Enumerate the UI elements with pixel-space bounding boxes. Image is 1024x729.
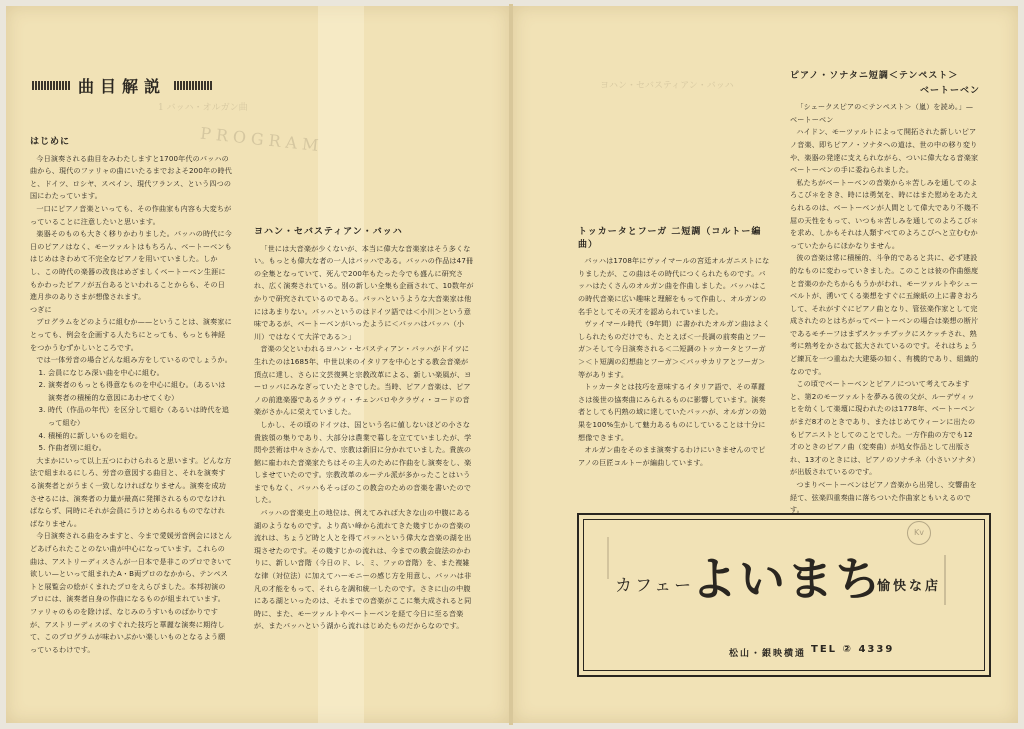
- bach-paragraph: しかし、その頃のドイツは、国という名に値しないほどの小さな貴族領の集りであり、大部分は農業で暮しを立てていましたが、学問や芸術は中々さかんで、宗教は新旧に分かれていました。貴族の館に雇われた音楽家たちはその主人のために作曲をし演奏をし、楽しませていたのです。宗教改革のルーテル派が多かったことはいうまでもなく、バッハもそっぽのこの教会のための音楽を書いたのでした。: [254, 419, 472, 505]
- cafe-prefix: カフェー: [615, 576, 695, 596]
- intro-paragraph: では一体労音の場合どんな組み方をしているのでしょうか。: [36, 355, 232, 365]
- bach-paragraph: バッハの音楽史上の地位は、例えてみれば大きな山の中腹にある湖のようなものです。より高い峰から流れてきた幾すじかの音楽の流れは、ちょうど時と人とを得てバッハという偉大な音楽の湖を出現させたのです。その幾すじかの流れは、今までの教会旋法のかわりに、新しい音階（今日のド、レ、ミ、ファの音階）を、また複雑な律（対位法）に加えてハーモニーの感じ方を用意し、バッハは非凡の才能をもって、それらを調和統一したのです。さきに山の中腹にある湖といったのは、それまでの音楽がここに集大成されると同時に、また、モーツァルトやベートーベンを経て今日に至る音楽が、またバッハという湖から流れはじめたものだからなのです。: [254, 508, 472, 631]
- tempest-paragraph: 彼の音楽は常に積極的、斗争的であると共に、必ず建設的なものに変わっていきました。このことは彼の作曲態度と音楽のかたちからもうかがわれ、モーツァルトやシューベルトが、湧いてくる楽想をすぐに五線紙の上に書きおろして、それがすぐにピアノ曲となり、管弦楽作家として完成されたのとはちがってベートーベンの場合は楽想の断片であるモチーフはまずスケッチブックにスケッチされ、熟考に熟考をかさねて拡大されているのです。それはちょうど練瓦を一つ重ねた大建築の如く、有機的であり、組織的なのです。: [790, 253, 979, 376]
- intro-heading: はじめに: [30, 137, 71, 147]
- list-item: 5. 作曲者別に組む。: [48, 442, 232, 455]
- utensil-illustration: [607, 537, 609, 579]
- intro-paragraph: プログラムをどのように組むか——ということは、演奏家にとっても、例会を企画する人たちにとっても、もっとも神経をつかうむずかしいところです。: [30, 317, 232, 352]
- intro-paragraph: 大まかにいって以上五つにわけられると思います。どんな方法で組まれるにしろ、労音の意図する曲目と、それを演奏する演奏者とがうまく一致しなければなりません。演奏を成功させるには、演奏者の力量が最高に発揮されるものでなければならず、同時にそれが会員にうけとめられるものでなければなりません。: [30, 455, 232, 528]
- list-item: 2. 演奏者のもっとも得意なものを中心に組む。（あるいは演奏者の積極的な意図にあわせてくむ）: [48, 379, 232, 404]
- tempest-heading: ピアノ・ソナタニ短調＜テンペスト＞: [790, 71, 959, 81]
- cafe-advertisement: [577, 513, 991, 677]
- intro-paragraph: 今日演奏される曲目をみわたしますと1700年代のバッハの曲から、現代のファリャの曲にいたるまでおよそ200年の時代と、ドイツ、ロシヤ、スペイン、現代フランス、という四つの国にわたっています。: [30, 153, 232, 201]
- title-bar-right: [174, 81, 212, 90]
- title-bar-left: [32, 81, 70, 90]
- toccata-paragraph: トッカータとは技巧を意味するイタリア語で、その華麗さは後世の協奏曲にみられるものに影響しています。演奏者としても円熟の域に達していたバッハが、オルガンの効果を100%生かして魅力あるものにしていることは十分に想像できます。: [578, 382, 767, 442]
- list-item: 3. 時代（作品の年代）を区分して組む（あるいは時代を追って組む）: [48, 404, 232, 429]
- tempest-paragraph: この頃でベートーベンとピアノについて考えてみますと、第2のモーツァルトを夢みる彼の父が、ルーデヴィッヒを幼くして楽壇に現われたのは1778年、ベートーベンがまだ8才のときであり、またはじめてウィーンに出たのもピアニストとしてのことでした。一方作曲の方でも12才のときのピアノ曲（変奏曲）が処女作品として出版され、13才のときには、ピアノのソナチネ（小さいソナタ）が出版されているのです。: [790, 379, 980, 477]
- list-item: 1. 会員になじみ深い曲を中心に組む。: [48, 367, 232, 380]
- tempest-paragraph: 私たちがベートーベンの音楽から＊苦しみを通してのよろこび＊をきき、時には勇気を、時にはまた慰めをあたえられるのは、ベートーベンが人間として偉大であり不幾不屈の天性をもって、いつも＊苦しみを通してのよろこび＊を求め、しかもそれは人類すべてのよろこびへと立むむかっていたからにほかなりません。: [790, 177, 979, 250]
- ghost-list: 1 バッハ・オルガン曲: [158, 103, 248, 113]
- intro-paragraph: 一口にピアノ音楽といっても、その作曲家も内容も大変ちがっていることに注意したいと思います。: [30, 203, 232, 226]
- intro-paragraph: つぎに: [30, 304, 52, 314]
- cafe-logo: Kv: [907, 521, 931, 545]
- toccata-heading: トッカータとフーガ 二短調（コルトー編曲）: [578, 227, 762, 250]
- section-title-text: 曲目解説: [78, 77, 167, 96]
- cafe-address: 松山・銀映横通: [729, 649, 807, 659]
- intro-paragraph: 今日演奏される曲をみますと、今まで愛媛労音例会にほとんどあげられたことのない曲が中心になっています。これらの曲は、アストリーディスさんが一日本で是非このプロできいて欲しい—といって組まれたA・B両プロのなかから、テンペストと展覧会の絵がくまれたプロをえらびました。本邦初演のプロには、演奏者自身の作曲になるものが組まれています。ファリャのものを除けば、なじみのうすいものばかりですが、アストリーディスのすぐれた技巧と華麗な演奏に期待して、このプログラムが味わいぶかい楽しいものとなるよう願っているわけです。: [30, 531, 232, 654]
- cafe-name: よいまち: [691, 552, 883, 606]
- cafe-slogan: 愉快な店: [877, 579, 942, 594]
- toccata-paragraph: オルガン曲をそのまま演奏するわけにいきませんのでピアノの巨匠コルトーが編曲しています。: [578, 445, 766, 467]
- bach-paragraph: 「世には大音楽が少くないが、本当に偉大な音楽家はそう多くない。もっとも偉大な者の一人はバッハである。バッハの作品は47冊の全集となっていて、死んで200年もたった今でも盛んに研究され、広く演奏されている。別の新しい全集も企画されて、10数年がかりで研究されているのである。バッハというような大音楽家は他にはあまりない。バッハというのはドイツ語では＜小川＞という意味であるが、ベートーベンがいったように＜バッハはバッハ（小川）ではなくて大洋である＞」: [254, 243, 474, 341]
- toccata-column: [578, 226, 770, 469]
- tempest-paragraph: つまりベートーベンはピアノ音楽から出発し、交響曲を経て、弦楽四重奏曲に落ちついた作曲家ともいえるのです。: [790, 480, 977, 515]
- tempest-column: [790, 70, 980, 517]
- bach-heading: ヨハン・セバスティアン・バッハ: [254, 227, 403, 237]
- list-item: 4. 積極的に新しいものを組む。: [48, 430, 232, 443]
- intro-paragraph: 楽器そのものも大きく移りかわりました。バッハの時代に今日のピアノはなく、モーツァルトはもちろん、ベートーベンもはじめはきわめて不完全なピアノを用いていました。しかし、この時代の楽器の改良はめざましくベートーベン生涯にもかわったピアノが五台あるといわれることからも、その日進月歩のありさまが想像されます。: [30, 229, 232, 302]
- bach-column: [254, 226, 474, 633]
- tempest-quote: 「シェークスピアの＜テンペスト＞（嵐）を読め。」—ベートーベン: [790, 102, 974, 124]
- toccata-paragraph: ヴァイマール時代（9年間）に書かれたオルガン曲はよくしられたものだけでも、たとえば＜一長調の前奏曲とフーガ＞そして今日演奏される＜二短調のトッカータとフーガ＞＜ト短調の幻想曲とフーガ＞＜パッサカリアとフーガ＞等があります。: [578, 319, 770, 379]
- ghost-program: PROGRAM: [199, 123, 325, 156]
- tempest-composer: ベートーベン: [919, 85, 980, 96]
- bach-paragraph: 音楽の父といわれるヨハン・セバスティアン・バッハがドイツに生れたのは1685年、中世以来のイタリアを中心とする教会音楽が頂点に達し、さらに文芸復興と宗教改革による、新しい楽風が、ヨーロッパにみなぎっていたときでした。当時、ピアノ音楽は、ピアノの前進楽器であるクラヴィ・チェンバロやクラヴィ・コードの音楽がさかんに栄えていました。: [254, 344, 472, 417]
- utensil-illustration: [944, 555, 946, 605]
- section-title: [32, 74, 212, 97]
- tempest-paragraph: ハイドン、モーツァルトによって開拓された新しいピアノ音楽、即ちピアノ・ソナタへの道は、世の中の移り変りや、楽器の発達に支えられながら、ついに偉大なる音楽家ベートーベンの手に委ねられました。: [790, 127, 979, 175]
- page-fold: [509, 4, 513, 725]
- ghost-list-right: ヨハン・セバスティアン・バッハ: [600, 81, 734, 91]
- toccata-paragraph: バッハは1708年にヴァイマールの宮廷オルガニストになりましたが、この曲はその時代につくられたものです。バッハはたくさんのオルガン曲を作曲しました。バッハはこの時代音楽に広い趣味と理解をもって作曲し、オルガンの名手としてその天才を認められていました。: [578, 256, 770, 316]
- cafe-phone: TEL ② 4339: [811, 644, 895, 655]
- program-methods-list: [30, 367, 232, 455]
- intro-column: [30, 136, 232, 656]
